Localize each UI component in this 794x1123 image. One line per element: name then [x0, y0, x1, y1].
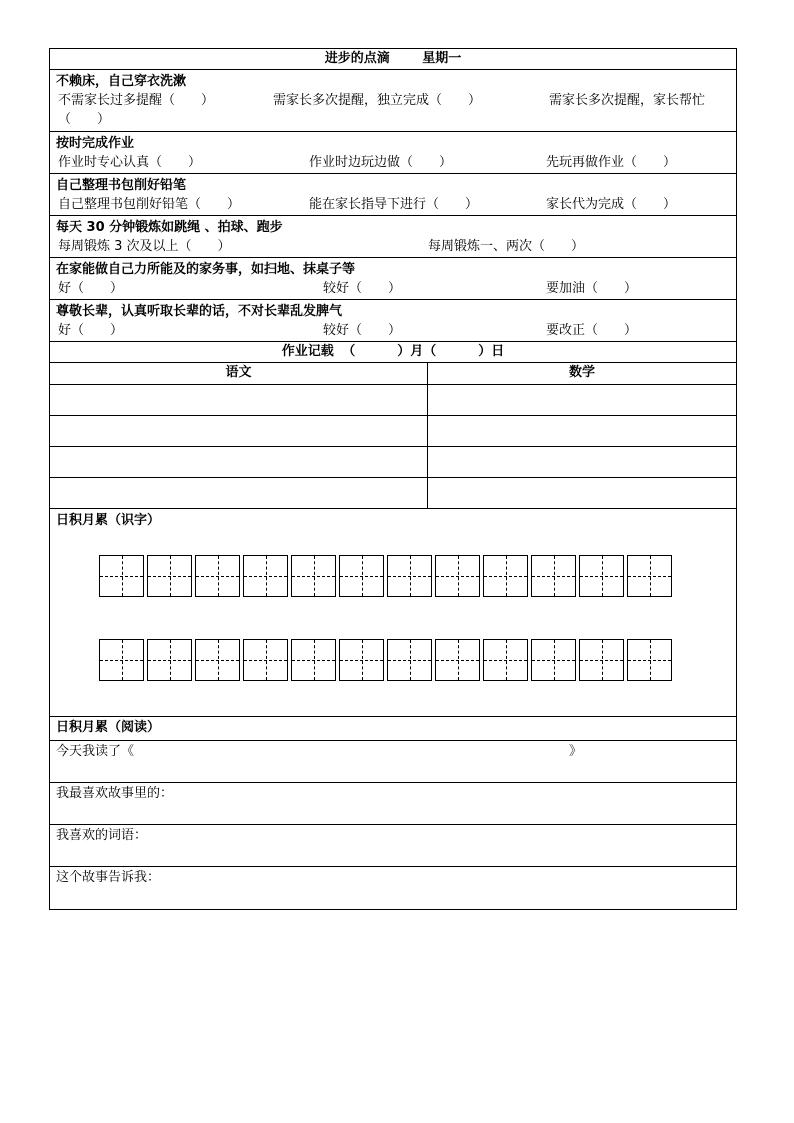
section-respect — [50, 300, 736, 342]
reading-words-line[interactable] — [50, 825, 736, 867]
section-heading: 按时完成作业 — [56, 136, 135, 151]
worksheet — [49, 48, 737, 910]
section-housework — [50, 258, 736, 300]
section-exercise — [50, 216, 736, 258]
chinese-cell[interactable] — [50, 416, 428, 446]
option-1[interactable]: 作业时专心认真（ ） — [58, 155, 202, 170]
book-close-mark: 》 — [569, 744, 583, 759]
option-3[interactable]: 要加油（ ） — [546, 281, 638, 296]
words-label: 我喜欢的词语： — [56, 828, 148, 843]
character-box[interactable] — [243, 555, 288, 597]
option-2[interactable]: 每周锻炼一、两次（ ） — [428, 239, 585, 254]
option-3-wrap[interactable]: （ ） — [58, 112, 111, 127]
title-main: 进步的点滴 — [324, 51, 390, 66]
character-box[interactable] — [291, 639, 336, 681]
homework-row — [50, 478, 736, 509]
homework-record-title — [50, 342, 736, 363]
option-2[interactable]: 能在家长指导下进行（ ） — [309, 197, 479, 212]
character-box[interactable] — [291, 555, 336, 597]
character-box[interactable] — [339, 555, 384, 597]
option-3[interactable]: 要改正（ ） — [546, 323, 638, 338]
character-box[interactable] — [99, 555, 144, 597]
date-month: ）月（ — [397, 344, 437, 359]
character-box[interactable] — [243, 639, 288, 681]
character-box[interactable] — [387, 639, 432, 681]
section-heading: 尊敬长辈，认真听取长辈的话，不对长辈乱发脾气 — [56, 304, 343, 319]
chinese-cell[interactable] — [50, 447, 428, 477]
option-1[interactable]: 好（ ） — [58, 281, 124, 296]
lesson-label: 这个故事告诉我： — [56, 870, 161, 885]
section-heading: 不赖床，自己穿衣洗漱 — [56, 74, 187, 89]
character-box[interactable] — [627, 639, 672, 681]
date-open: （ — [342, 344, 356, 359]
reading-heading: 日积月累（阅读） — [50, 717, 736, 741]
character-box[interactable] — [99, 639, 144, 681]
homework-label: 作业记载 — [281, 344, 334, 359]
option-2[interactable]: 较好（ ） — [323, 323, 402, 338]
column-chinese: 语文 — [50, 363, 428, 384]
math-cell[interactable] — [428, 447, 736, 477]
character-box[interactable] — [435, 639, 480, 681]
character-box[interactable] — [387, 555, 432, 597]
character-box[interactable] — [339, 639, 384, 681]
section-heading: 在家能做自己力所能及的家务事，如扫地、抹桌子等 — [56, 262, 356, 277]
section-dressing — [50, 70, 736, 132]
character-box[interactable] — [147, 555, 192, 597]
option-2[interactable]: 需家长多次提醒，独立完成（ ） — [273, 93, 482, 108]
page-title — [50, 49, 736, 70]
title-day: 星期一 — [422, 51, 462, 66]
option-3[interactable]: 家长代为完成（ ） — [546, 197, 677, 212]
reading-favorite-line[interactable] — [50, 783, 736, 825]
option-2[interactable]: 较好（ ） — [323, 281, 402, 296]
section-heading: 自己整理书包削好铅笔 — [56, 178, 187, 193]
date-day: ）日 — [478, 344, 505, 359]
homework-row — [50, 447, 736, 478]
section-heading: 每天 30 分钟锻炼如跳绳 、拍球、跑步 — [56, 220, 283, 235]
math-cell[interactable] — [428, 416, 736, 446]
option-1[interactable]: 自己整理书包削好铅笔（ ） — [58, 197, 241, 212]
character-box[interactable] — [627, 555, 672, 597]
character-box[interactable] — [435, 555, 480, 597]
homework-header-row — [50, 363, 736, 385]
reading-lesson-line[interactable] — [50, 867, 736, 909]
option-3[interactable]: 需家长多次提醒，家长帮忙 — [549, 93, 706, 108]
character-box[interactable] — [531, 555, 576, 597]
character-grid-row-1 — [99, 555, 675, 597]
homework-row — [50, 385, 736, 416]
option-3[interactable]: 先玩再做作业（ ） — [546, 155, 677, 170]
character-box[interactable] — [195, 639, 240, 681]
option-1[interactable]: 不需家长过多提醒（ ） — [58, 93, 215, 108]
character-box[interactable] — [531, 639, 576, 681]
reading-book-line[interactable] — [50, 741, 736, 783]
chinese-cell[interactable] — [50, 385, 428, 415]
option-2[interactable]: 作业时边玩边做（ ） — [309, 155, 453, 170]
literacy-section — [50, 509, 736, 717]
math-cell[interactable] — [428, 385, 736, 415]
character-grid-row-2 — [99, 639, 675, 681]
character-box[interactable] — [147, 639, 192, 681]
section-schoolbag — [50, 174, 736, 216]
character-box[interactable] — [483, 639, 528, 681]
homework-row — [50, 416, 736, 447]
option-1[interactable]: 好（ ） — [58, 323, 124, 338]
favorite-label: 我最喜欢故事里的： — [56, 786, 174, 801]
option-1[interactable]: 每周锻炼 3 次及以上（ ） — [58, 239, 231, 254]
section-homework-habit — [50, 132, 736, 174]
book-open-label: 今天我读了《 — [56, 744, 135, 759]
chinese-cell[interactable] — [50, 478, 428, 508]
character-box[interactable] — [579, 639, 624, 681]
literacy-heading: 日积月累（识字） — [56, 513, 161, 528]
character-box[interactable] — [579, 555, 624, 597]
character-box[interactable] — [195, 555, 240, 597]
math-cell[interactable] — [428, 478, 736, 508]
column-math: 数学 — [568, 365, 595, 380]
character-box[interactable] — [483, 555, 528, 597]
